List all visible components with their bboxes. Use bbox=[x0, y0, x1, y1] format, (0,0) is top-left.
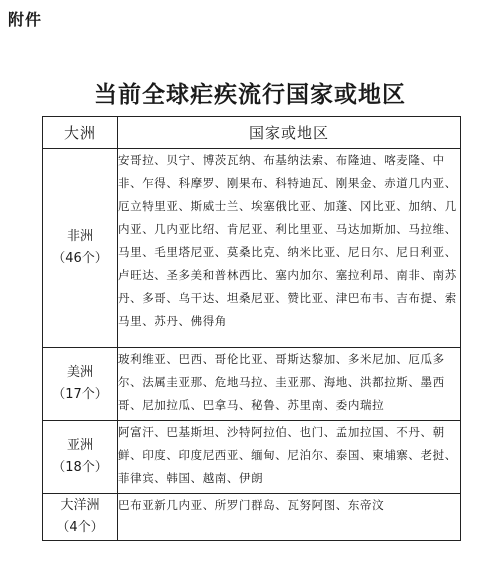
table-row bbox=[43, 421, 461, 494]
continent-cell bbox=[43, 494, 118, 541]
country-count: （4个） bbox=[56, 520, 104, 535]
table-header-row bbox=[43, 117, 461, 149]
country-count: （18个） bbox=[52, 460, 108, 475]
continent-name: 大洋洲 bbox=[60, 498, 100, 513]
continent-name: 非洲 bbox=[66, 229, 93, 244]
continent-cell bbox=[43, 149, 118, 348]
countries-cell: 巴布亚新几内亚、所罗门群岛、瓦努阿图、东帝汶 bbox=[118, 494, 461, 541]
continent-name: 美洲 bbox=[66, 365, 93, 380]
country-count: （17个） bbox=[52, 387, 108, 402]
column-header-countries: 国家或地区 bbox=[118, 117, 461, 149]
table-row bbox=[43, 149, 461, 348]
continent-cell bbox=[43, 348, 118, 421]
continent-name: 亚洲 bbox=[66, 438, 93, 453]
countries-cell: 安哥拉、贝宁、博茨瓦纳、布基纳法索、布隆迪、喀麦隆、中非、乍得、科摩罗、刚果布、科特迪瓦、刚果金、赤道几内亚、厄立特里亚、斯威士兰、埃塞俄比亚、加蓬、冈比亚、加纳、几内亚、几内亚比绍、肯尼亚、利比里亚、马达加斯加、马拉维、马里、毛里塔尼亚、莫桑比克、纳米比亚、尼日尔、尼日利亚、卢旺达、圣多美和普林西比、塞内加尔、塞拉利昂、南非、南苏丹、多哥、乌干达、坦桑尼亚、赞比亚、津巴布韦、吉布提、索马里、苏丹、佛得角 bbox=[118, 149, 461, 348]
countries-cell: 阿富汗、巴基斯坦、沙特阿拉伯、也门、孟加拉国、不丹、朝鲜、印度、印度尼西亚、缅甸、尼泊尔、泰国、柬埔寨、老挝、菲律宾、韩国、越南、伊朗 bbox=[118, 421, 461, 494]
countries-cell: 玻利维亚、巴西、哥伦比亚、哥斯达黎加、多米尼加、厄瓜多尔、法属圭亚那、危地马拉、圭亚那、海地、洪都拉斯、墨西哥、尼加拉瓜、巴拿马、秘鲁、苏里南、委内瑞拉 bbox=[118, 348, 461, 421]
attachment-label: 附件 bbox=[8, 10, 43, 29]
country-count: （46个） bbox=[52, 251, 108, 266]
continent-cell bbox=[43, 421, 118, 494]
table-row bbox=[43, 494, 461, 541]
malaria-regions-table bbox=[42, 116, 461, 541]
table-row bbox=[43, 348, 461, 421]
column-header-continent: 大洲 bbox=[43, 117, 118, 149]
document-title: 当前全球疟疾流行国家或地区 bbox=[94, 82, 406, 108]
